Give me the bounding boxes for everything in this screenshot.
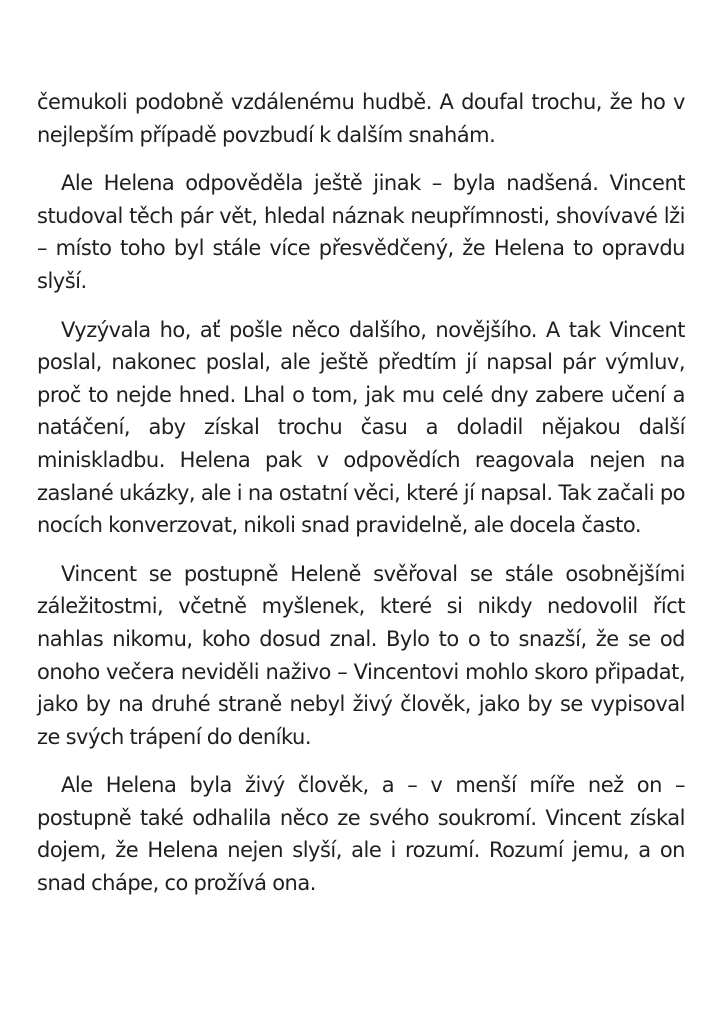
paragraph: Ale Helena odpověděla ještě jinak – byla nadšená. Vincent studoval těch pár vět, hledal náznak neupřímnosti, shovívavé lži – místo toho byl stále více přesvědčený, že Helena to opravdu slyší. (37, 171, 685, 293)
book-page (37, 86, 685, 916)
paragraph: čemukoli podobně vzdálenému hudbě. A doufal trochu, že ho v nejlepším případě povzbudí k dalším snahám. (37, 90, 685, 147)
paragraph: Vincent se postupně Heleně svěřoval se stále osobnějšími záležitostmi, včetně myšlenek, které si nikdy nedovolil říct nahlas nikomu, koho dosud znal. Bylo to o to snazší, že se od onoho večera neviděli naživo – Vincentovi mohlo skoro připadat, jako by na druhé straně nebyl živý člověk, jako by se vypisoval ze svých trápení do deníku. (37, 561, 685, 749)
paragraph: Vyzývala ho, ať pošle něco dalšího, novějšího. A tak Vincent poslal, nakonec poslal, ale ještě předtím jí napsal pár výmluv, proč to nejde hned. Lhal o tom, jak mu celé dny zabere učení a natáčení, aby získal trochu času a doladil nějakou další miniskladbu. Helena pak v odpovědích reagovala nejen na zaslané ukázky, ale i na ostatní věci, které jí napsal. Tak začali po nocích konverzovat, nikoli snad pravidelně, ale docela často. (37, 317, 685, 538)
paragraph: Ale Helena byla živý člověk, a – v menší míře než on – postupně také odhalila něco ze svého soukromí. Vincent získal dojem, že Helena nejen slyší, ale i rozumí. Rozumí jemu, a on snad chápe, co prožívá ona. (37, 773, 685, 896)
